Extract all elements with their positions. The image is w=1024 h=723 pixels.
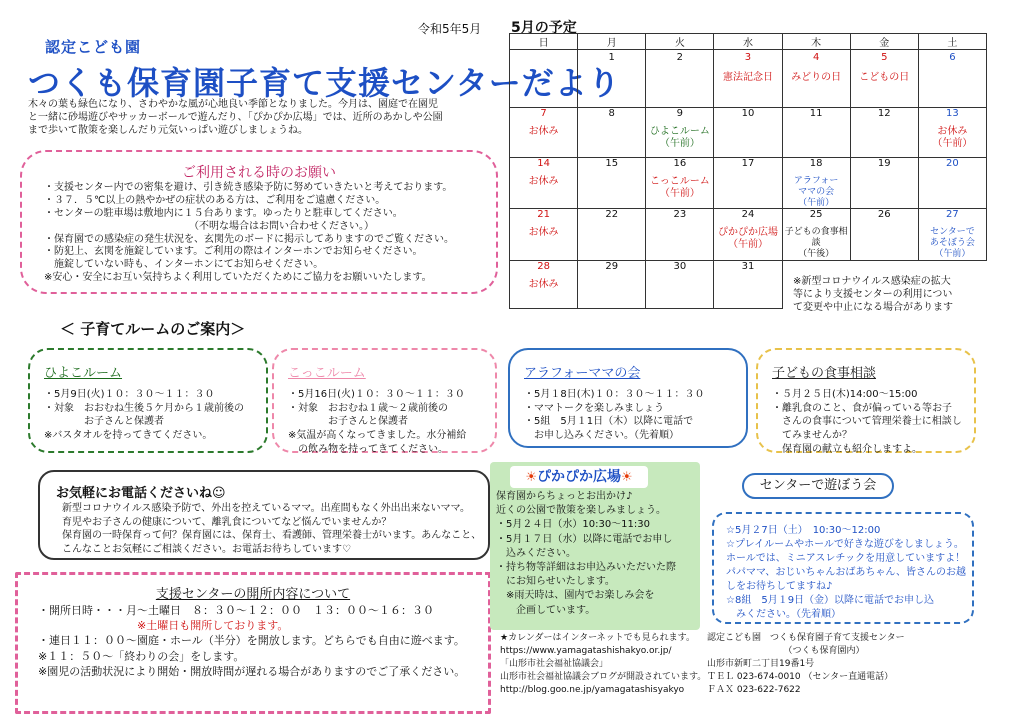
calendar-day-cell (918, 50, 986, 108)
pikapika-title-text: ぴかぴか広場 (537, 469, 621, 485)
arafo-mama-box (508, 348, 748, 448)
hours-line: ・連日１１：００～園庭・ホール（半分）を開放します。どちらでも自由に遊べます。 (38, 634, 465, 648)
calendar-day-cell (782, 209, 850, 260)
sun-icon: ☀ (525, 470, 537, 485)
day-event: お休み (528, 227, 559, 239)
hours-line: ※土曜日も開所しております。 (38, 619, 289, 633)
opening-hours-title: 支援センターの開所内容について (155, 587, 351, 602)
notice-line: ・支援センター内での密集を避け、引き続き感染予防に努めていきたいと考えております。 (44, 182, 453, 193)
intro-line: まで歩いて散策を楽しんだり元気いっぱい遊びしましょうね。 (28, 125, 308, 137)
calendar-week-row (510, 108, 987, 158)
meal-line: 保育園の献立も紹介しますよ。 (772, 443, 922, 455)
blog-url-link[interactable]: http://blog.goo.ne.jp/yamagatashisyakyo (500, 685, 685, 696)
day-number: 10 (741, 108, 755, 119)
notice-line: ・保育園での感染症の発生状況を、玄関先のボードに掲示してありますのでご覧ください。 (44, 233, 454, 245)
center-line: しをお待ちしてますね♪ (726, 581, 833, 592)
day-event: お休み (528, 278, 559, 290)
calendar-day-cell (714, 108, 782, 158)
contact-line: 山形市新町二丁目19番1号 (707, 659, 815, 670)
kokko-room-body (288, 388, 466, 456)
day-number: 12 (877, 108, 891, 119)
day-event: センターで あそぼう会 （午前） (929, 227, 975, 259)
weekday-header: 土 (918, 34, 986, 50)
center-play-title: センターで遊ぼう会 (742, 473, 894, 499)
web-line: 山形市社会福祉協議会ブログが開設されています。 (500, 672, 707, 683)
center-line: ☆5月２7日（土） 10:30～12:00 (726, 525, 881, 536)
pika-line: 企画しています。 (496, 604, 596, 616)
notice-line: ・防犯上、玄関を施錠しています。ご利用の際はインターホンでお知らせください。 (44, 246, 423, 258)
weekday-header: 金 (850, 34, 918, 50)
phone-consult-body (62, 502, 481, 557)
day-number: 18 (809, 158, 823, 169)
hours-line: ・開所日時・・・月～土曜日 ８：３０～１２：００ １３：００～１６：３０ (38, 604, 434, 617)
day-number: 24 (741, 209, 755, 221)
center-line: ホールでは、ミニアスレチックを用意していますよ！ (726, 553, 966, 564)
usage-notice-body (44, 182, 454, 285)
calendar-day-cell (646, 158, 714, 209)
pika-line: 保育園からちょっとお出かけ♪ (496, 491, 633, 502)
meal-consult-title: 子どもの食事相談 (772, 366, 877, 381)
day-number: 11 (809, 108, 823, 119)
usage-notice-box (20, 150, 498, 294)
intro-line: 木々の葉も緑色になり、さわやかな風が心地良い季節となりました。今月は、園庭で在園児 (28, 99, 438, 110)
arafo-line: ・5月１8日(木)１０：３０～１１：３０ (524, 389, 705, 400)
day-number: 3 (744, 52, 752, 63)
calendar-day-cell (510, 50, 578, 108)
covid-line: 等により支援センターの利用につい (793, 289, 953, 301)
day-number: 8 (608, 108, 615, 119)
day-number: 21 (537, 209, 550, 221)
day-number: 6 (949, 52, 956, 63)
calendar-day-cell (578, 108, 646, 158)
day-event: お休み (528, 126, 559, 137)
phone-consult-box (38, 470, 490, 560)
hiyoko-room-body (44, 388, 244, 443)
hiyoko-line: ・対象 おおむね生後５ケ月から１歳前後の (44, 402, 244, 414)
pikapika-body (496, 490, 676, 618)
meal-line: ・５月２５日(木)14:00～15:00 (772, 389, 918, 400)
web-line: ★カレンダーはインターネットでも見られます。 (500, 633, 695, 643)
day-event: 憲法記念日 (722, 72, 773, 83)
day-number: 30 (673, 260, 687, 272)
covid-line: ※新型コロナウイルス感染症の拡大 (793, 276, 951, 287)
intro-line: と一緒に砂場遊びやサッカーボールで遊んだり、「ぴかぴか広場」では、近所のあかしや公園 (28, 112, 443, 124)
calendar-day-cell (646, 50, 714, 108)
pikapika-title (510, 466, 648, 488)
kokko-room-title: こっこルーム (288, 366, 366, 381)
center-line: ☆プレイルームやホールで好きな遊びをしましょう。 (726, 539, 964, 550)
center-line: ☆8組 5月１9日（金）以降に電話でお申し込 (726, 595, 935, 606)
meal-line: さんの食事について管理栄養士に相談し (772, 416, 962, 428)
center-play-body (726, 524, 966, 622)
day-number: 26 (877, 209, 891, 221)
covid-note (793, 275, 993, 315)
hiyoko-line: お子さんと保護者 (44, 416, 164, 428)
weekday-header: 火 (646, 34, 714, 50)
calendar-day-cell (850, 108, 918, 158)
day-event: こどもの日 (859, 72, 910, 83)
phone-line: こんなことお気軽にご相談ください。お電話お待ちしています♡ (62, 544, 351, 556)
day-number: 13 (946, 108, 959, 119)
weekday-header: 水 (714, 34, 782, 50)
day-event: アラフォー ママの会 （午前） (793, 176, 839, 208)
meal-consult-box (756, 348, 976, 453)
calendar-weekday-row (510, 34, 987, 50)
calendar-day-cell (714, 158, 782, 209)
notice-line: （不明な場合はお問い合わせください。） (44, 220, 374, 232)
calendar-day-cell (850, 50, 918, 108)
arafo-line: ・ママトークを楽しみましょう (524, 402, 664, 414)
day-number: 4 (812, 52, 820, 63)
sun-icon: ☀ (621, 470, 633, 485)
day-event: みどりの日 (791, 72, 842, 83)
day-event: ひよこルーム （午前） (649, 126, 710, 149)
calendar-title: 5月の予定 (511, 20, 577, 36)
day-event: ぴかぴか広場 （午前） (717, 227, 778, 251)
calendar-day-cell (510, 158, 578, 209)
day-number: 14 (537, 158, 550, 169)
center-line: パパママ、おじいちゃんおばあちゃん、皆さんのお越 (726, 567, 966, 578)
usage-notice-title: ご利用される時のお願い (182, 165, 336, 181)
day-number: 25 (809, 209, 823, 221)
contact-line: 認定こども園 つくも保育園子育て支援センター (707, 633, 905, 643)
pika-line: ※雨天時は、園内でお楽しみ会を (496, 590, 655, 602)
contact-line: ＴＥＬ 023-674-0010 （センター直通電話） (707, 672, 894, 683)
day-event: お休み （午前） (932, 126, 973, 149)
notice-line: ・センターの駐車場は敷地内に１５台あります。ゆったりと駐車してください。 (44, 207, 403, 219)
issue-date: 令和5年5月 (418, 22, 482, 36)
day-number: 9 (676, 108, 684, 119)
pika-line: 近くの公園で散策を楽しみましょう。 (496, 505, 666, 517)
pika-line: ・持ち物等詳細はお申込みいただいた際 (496, 561, 676, 573)
day-number: 15 (605, 158, 619, 169)
meal-consult-body (772, 388, 962, 456)
web-line: 「山形市社会福祉協議会」 (500, 659, 609, 670)
day-event: 子どもの食事相談 （午後） (784, 227, 848, 259)
day-number: 5 (881, 52, 888, 63)
day-number: 16 (673, 158, 687, 169)
arafo-line: お申し込みください。（先着順） (524, 430, 679, 442)
arafo-mama-title: アラフォーママの会 (524, 366, 641, 381)
calendar-day-cell (646, 108, 714, 158)
org-name: 認定こども園 (45, 38, 142, 56)
notice-line: ・３７．５℃以上の熱やかぜの症状のある方は、ご利用をご遠慮ください。 (44, 194, 386, 206)
calendar-day-cell (714, 50, 782, 108)
kokko-line: の飲み物を持ってきてください。 (288, 443, 448, 455)
web-url-link[interactable]: https://www.yamagatashishakyo.or.jp/ (500, 646, 672, 657)
meal-line: てみませんか？ (772, 430, 852, 442)
pika-line: ・5月１７日（水）以降に電話でお申し (496, 533, 673, 545)
kokko-line: ・対象 おおむね１歳～２歳前後の (288, 402, 448, 414)
day-number: 22 (605, 209, 619, 221)
calendar-day-cell (578, 209, 646, 260)
pika-line: 込みください。 (496, 547, 576, 559)
arafo-line: ・5組 5月１1日（木）以降に電話で (524, 416, 694, 428)
calendar-day-cell (646, 260, 714, 308)
contact-info (707, 632, 905, 697)
day-number: 28 (537, 260, 550, 272)
contact-line: ＦＡＸ 023-622-7622 (707, 685, 801, 696)
intro-text (28, 98, 493, 138)
phone-line: 育児やお子さんの健康について、離乳食についてなど悩んでいませんか？ (62, 516, 392, 528)
phone-line: 新型コロナウイルス感染予防で、外出を控えているママ。出産間もなく外出出来ないママ。 (62, 503, 470, 514)
day-number (510, 50, 577, 66)
hours-line: ※園児の活動状況により開始・開放時間が遅れる場合がありますのでご了承ください。 (38, 664, 466, 678)
hiyoko-line: ※バスタオルを持ってきてください。 (44, 430, 213, 442)
calendar-day-cell (510, 260, 578, 308)
day-number: 17 (741, 158, 755, 169)
pika-line: ・5月２４日（水）10:30～11:30 (496, 519, 650, 531)
calendar-day-cell (850, 209, 918, 260)
opening-hours-body (38, 603, 465, 679)
day-number: 23 (673, 209, 687, 221)
phone-line: 保育園の一時保育って何？保育園には、保育士、看護師、管理栄養士がいます。あんなこと、 (62, 530, 482, 542)
calendar-day-cell (782, 50, 850, 108)
arafo-mama-body (524, 388, 705, 443)
calendar-day-cell (918, 108, 986, 158)
room-guide-heading: ＜ 子育てルームのご案内＞ (60, 320, 246, 338)
calendar-table (509, 33, 987, 309)
hours-line: ※１１：５０～「終わりの会」をします。 (38, 649, 245, 663)
day-number: 19 (877, 158, 891, 169)
calendar-week-row (510, 209, 987, 260)
day-number: 2 (676, 52, 684, 63)
hiyoko-line: ・5月9日(火)１０：３０～１１：３０ (44, 389, 215, 400)
day-number: 31 (741, 260, 755, 272)
calendar-day-cell (510, 209, 578, 260)
calendar-day-cell (714, 260, 782, 308)
calendar-day-cell (578, 260, 646, 308)
web-info (500, 632, 706, 697)
weekday-header: 日 (510, 34, 578, 50)
day-number: 29 (605, 260, 619, 272)
day-number: 27 (946, 209, 959, 221)
calendar-day-cell (918, 158, 986, 209)
hiyoko-room-title: ひよこルーム (44, 366, 123, 381)
calendar-day-cell (510, 108, 578, 158)
calendar-week-row (510, 158, 987, 209)
pika-line: にお知らせいたします。 (496, 576, 615, 588)
weekday-header: 月 (578, 34, 646, 50)
kokko-line: ※気温が高くなってきました。水分補給 (288, 430, 467, 442)
newsletter-title: つくも保育園子育て支援センターだより (28, 64, 621, 102)
center-line: みください。（先着順） (726, 609, 841, 620)
calendar-day-cell (578, 158, 646, 209)
center-play-box (712, 512, 974, 624)
calendar-day-cell (782, 108, 850, 158)
calendar-day-cell (782, 158, 850, 209)
phone-consult-title: お気軽にお電話くださいね☺ (56, 486, 226, 501)
day-number: 20 (946, 158, 959, 169)
calendar-day-cell (918, 209, 986, 260)
calendar-week-row (510, 50, 987, 108)
weekday-header: 木 (782, 34, 850, 50)
opening-hours-box (15, 572, 491, 714)
calendar-day-cell (646, 209, 714, 260)
covid-line: て変更や中止になる場合があります (793, 302, 953, 314)
day-number: 7 (540, 108, 547, 119)
day-event: こっこルーム （午前） (649, 176, 710, 199)
calendar-day-cell (578, 50, 646, 108)
hiyoko-room-box (28, 348, 268, 453)
calendar-day-cell (714, 209, 782, 260)
notice-line: ※安心・安全にお互い気持ちよく利用していただくためにご協力をお願いいたします。 (44, 272, 432, 284)
day-event: お休み (528, 176, 559, 187)
kokko-line: ・5月16日(火)１０：３０～１１：３０ (288, 389, 465, 400)
kokko-room-box (272, 348, 497, 453)
contact-line: （つくも保育園内） (707, 646, 865, 657)
meal-line: ・離乳食のこと、食が偏っている等お子 (772, 402, 952, 414)
kokko-line: お子さんと保護者 (288, 416, 408, 428)
calendar-day-cell (850, 158, 918, 209)
notice-line: 施錠していない時も、インターホンにてお知らせください。 (44, 259, 324, 271)
day-number: 1 (608, 52, 615, 63)
